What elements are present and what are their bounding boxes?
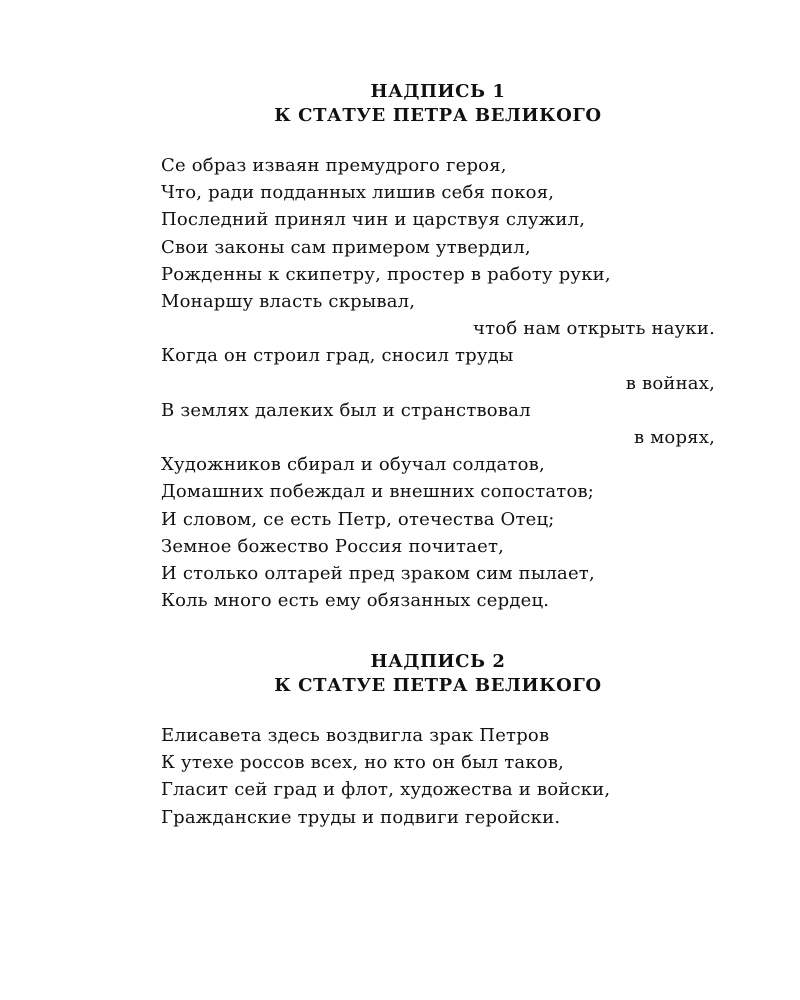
inscription-1-verses	[161, 152, 715, 614]
inscription-1	[161, 80, 715, 614]
verse-line: И словом, се есть Петр, отечества Отец;	[161, 508, 555, 530]
verse-line: Домашних побеждал и внешних сопостатов;	[161, 481, 595, 503]
inscription-1-title: НАДПИСЬ 1	[370, 81, 506, 102]
verse-line: Гласит сей град и флот, художества и войски,	[161, 779, 611, 801]
verse-line: Что, ради подданных лишив себя покоя,	[161, 182, 555, 204]
verse-line: Художников сбирал и обучал солдатов,	[161, 454, 545, 476]
verse-line: Последний принял чин и царствуя служил,	[161, 209, 586, 231]
inscription-2-verses	[161, 722, 715, 831]
verse-line: Монаршу власть скрывал,	[161, 291, 416, 313]
inscription-1-heading	[161, 80, 715, 128]
verse-line: Се образ изваян премудрого героя,	[161, 155, 507, 176]
verse-line: К утехе россов всех, но кто он был таков,	[161, 752, 565, 774]
verse-line-continuation: в войнах,	[625, 372, 715, 394]
verse-line: Когда он строил град, сносил труды	[161, 345, 514, 367]
inscription-2	[161, 650, 715, 831]
inscription-2-heading	[161, 650, 715, 698]
verse-line: Гражданские труды и подвиги геройски.	[161, 806, 561, 828]
verse-line: И столько олтарей пред зраком сим пылает,	[161, 563, 595, 585]
verse-line: Свои законы сам примером утвердил,	[161, 236, 531, 258]
verse-line-continuation: чтоб нам открыть науки.	[473, 318, 715, 340]
verse-line: Рожденны к скипетру, простер в работу руки,	[161, 263, 611, 285]
verse-line: Земное божество Россия почитает,	[161, 535, 505, 557]
verse-line: Елисавета здесь воздвигла зрак Петров	[161, 725, 550, 746]
verse-line: Коль много есть ему обязанных сердец.	[161, 590, 550, 612]
inscription-2-title: НАДПИСЬ 2	[370, 651, 506, 672]
inscription-2-subtitle: К СТАТУЕ ПЕТРА ВЕЛИКОГО	[274, 675, 602, 696]
verse-line: В землях далеких был и странствовал	[161, 399, 531, 421]
verse-line-continuation: в морях,	[633, 427, 715, 449]
inscription-1-subtitle: К СТАТУЕ ПЕТРА ВЕЛИКОГО	[274, 105, 602, 126]
